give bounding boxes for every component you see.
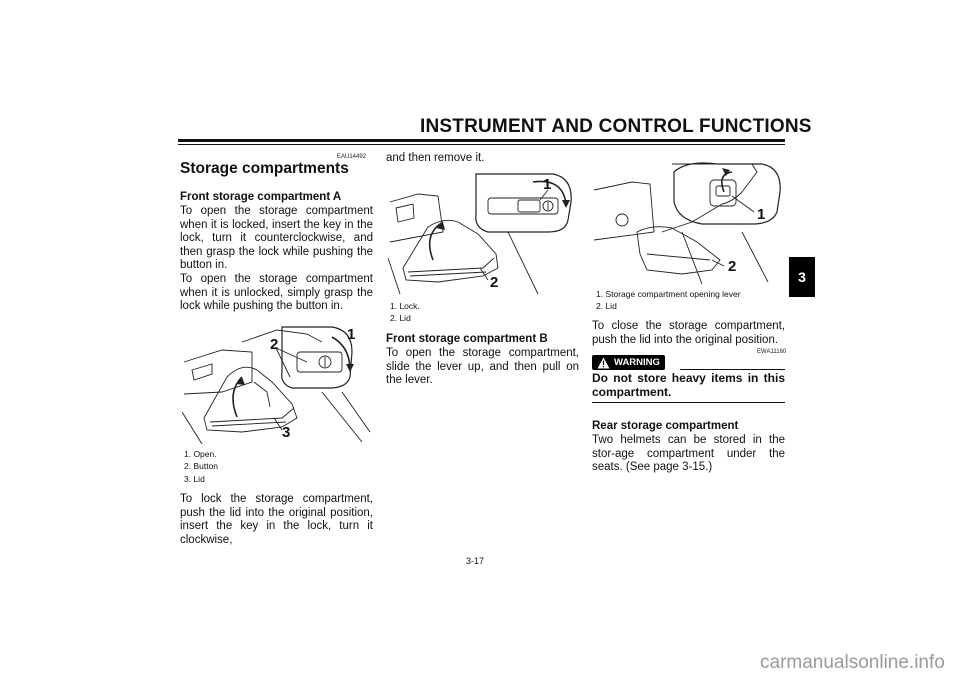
callout-1: 1	[757, 206, 766, 223]
warning-triangle-icon	[597, 357, 610, 369]
warning-rule-top	[680, 369, 785, 370]
chapter-tab[interactable]: 3	[789, 257, 815, 297]
header-rule-thin	[178, 144, 785, 145]
paragraph-lock: To lock the storage compartment, push the lid into the original position, insert the key in the lock, turn it clockwise,	[180, 493, 373, 546]
caption-item: 1. Open.	[184, 449, 217, 459]
caption-item: 1. Storage compartment opening lever	[596, 289, 741, 299]
paragraph-open-locked: To open the storage compartment when it is locked, insert the key in the lock, turn it counterclockwise, and then grasp the lock while pushing the button in.	[180, 205, 373, 272]
figure-captions-b	[390, 300, 420, 325]
callout-1: 1	[347, 326, 356, 343]
subheading-rear: Rear storage compartment	[592, 420, 739, 432]
paragraph-open-b: To open the storage compartment, slide the lever up, and then pull on the lever.	[386, 347, 579, 387]
warning-code: EWA11160	[757, 349, 787, 355]
figure-captions-a	[184, 448, 218, 485]
warning-header	[592, 355, 665, 370]
header-rule-thick	[178, 139, 785, 142]
caption-item: 2. Lid	[596, 301, 617, 312]
section-code: EAU14492	[337, 154, 367, 160]
figure-compartment-b-lock	[388, 172, 578, 296]
paragraph-rear: Two helmets can be stored in the stor-age compartment under the seats. (See page 3-15.)	[592, 434, 785, 474]
callout-2: 2	[270, 336, 279, 353]
caption-item: 1. Lock.	[390, 301, 420, 311]
warning-text: Do not store heavy items in this compartment.	[592, 371, 785, 399]
figure-compartment-b-lever	[592, 162, 784, 284]
figure-captions-c	[596, 288, 741, 313]
paragraph-open-unlocked: To open the storage compartment when it is unlocked, simply grasp the lock while pushing the button in.	[180, 273, 373, 313]
warning-badge	[592, 355, 665, 370]
subheading-compartment-a: Front storage compartment A	[180, 191, 342, 203]
warning-label: WARNING	[614, 357, 660, 368]
subheading-compartment-b: Front storage compartment B	[386, 333, 548, 345]
illustration-compartment-b-lever	[592, 162, 784, 284]
figure-compartment-a	[182, 322, 372, 446]
page-header-title: INSTRUMENT AND CONTROL FUNCTIONS	[420, 116, 812, 137]
section-heading: Storage compartments	[180, 160, 349, 177]
footer-watermark[interactable]: carmanualsonline.info	[760, 652, 945, 673]
callout-2: 2	[490, 274, 499, 291]
paragraph-continued: and then remove it.	[386, 152, 485, 164]
caption-item: 2. Lid	[390, 313, 411, 324]
callout-3: 3	[282, 424, 291, 441]
callout-1: 1	[543, 176, 552, 193]
page-number: 3-17	[466, 556, 485, 566]
caption-item: 3. Lid	[184, 473, 205, 484]
warning-rule-bottom	[592, 402, 785, 403]
callout-2: 2	[728, 258, 737, 275]
paragraph-close: To close the storage compartment, push the lid into the original position.	[592, 320, 785, 346]
caption-item: 2. Button	[184, 461, 219, 472]
